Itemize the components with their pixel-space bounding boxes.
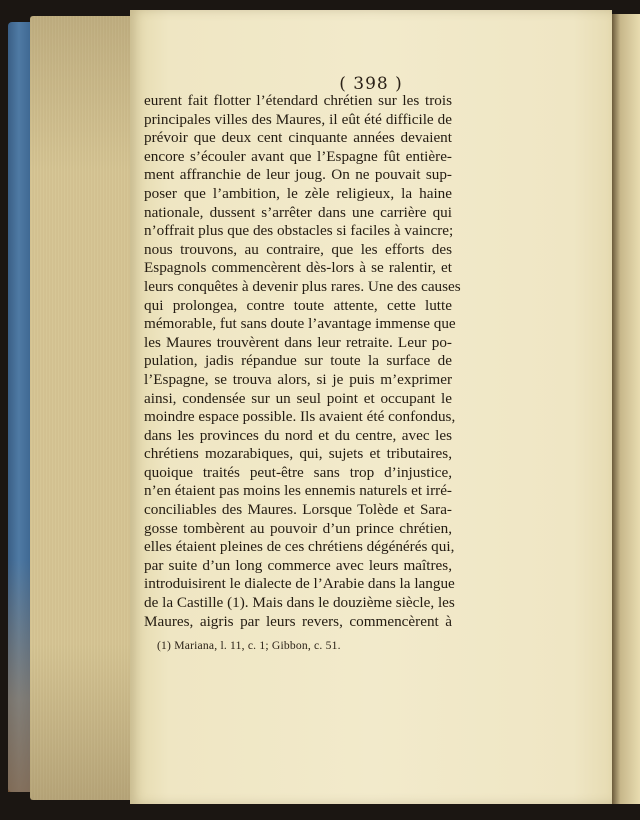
- footnote: (1) Mariana, l. 11, c. 1; Gibbon, c. 51.: [157, 639, 341, 652]
- body-line: poser que l’ambition, le zèle religieux, la haine: [144, 184, 452, 202]
- body-line: quoique traités peut-être sans trop d’injustice,: [144, 463, 452, 481]
- body-line: dans les provinces du nord et du centre, avec les: [144, 426, 452, 444]
- body-text: [144, 92, 461, 631]
- body-line: principales villes des Maures, il eût été difficile de: [144, 110, 452, 128]
- page-number: ( 398 ): [339, 74, 403, 94]
- body-line: l’Espagne, se trouva alors, si je puis m’exprimer: [144, 370, 452, 388]
- body-line: par suite d’un long commerce avec leurs maîtres,: [144, 556, 452, 574]
- body-line: nous trouvons, au contraire, que les efforts des: [144, 240, 452, 258]
- body-line: elles étaient pleines de ces chrétiens dégénérés qui,: [144, 538, 455, 556]
- spine-wear: [8, 560, 32, 792]
- body-line: Espagnols commencèrent dès-lors à se ralentir, et: [144, 259, 452, 277]
- body-line: n’offrait plus que des obstacles si faciles à vaincre;: [144, 222, 454, 240]
- page-edges-shade: [30, 16, 132, 800]
- facing-page-edge: [612, 14, 640, 804]
- body-line: prévoir que deux cent cinquante années devaient: [144, 129, 452, 147]
- body-line: Maures, aigris par leurs revers, commencèrent à: [144, 612, 452, 630]
- body-line: chrétiens mozarabiques, qui, sujets et tributaires,: [144, 445, 452, 463]
- body-line: les Maures trouvèrent dans leur retraite. Leur po-: [144, 333, 452, 351]
- body-line: pulation, jadis répandue sur toute la surface de: [144, 352, 452, 370]
- body-line: gosse tombèrent au pouvoir d’un prince chrétien,: [144, 519, 452, 537]
- body-line: de la Castille (1). Mais dans le douzième siècle, les: [144, 594, 455, 612]
- body-line: nationale, dussent s’arrêter dans une carrière qui: [144, 203, 452, 221]
- body-line: qui prolongea, contre toute attente, cette lutte: [144, 296, 452, 314]
- body-line: ment affranchie de leur joug. On ne pouvait sup-: [144, 166, 452, 184]
- body-line: mémorable, fut sans doute l’avantage immense que: [144, 315, 456, 333]
- body-line: leurs conquêtes à devenir plus rares. Une des causes: [144, 277, 461, 295]
- body-line: conciliables des Maures. Lorsque Tolède et Sara-: [144, 501, 452, 519]
- body-line: introduisirent le dialecte de l’Arabie dans la langue: [144, 575, 455, 593]
- body-line: moindre espace possible. Ils avaient été confondus,: [144, 408, 456, 426]
- body-line: encore s’écouler avant que l’Espagne fût entière-: [144, 147, 452, 165]
- body-line: eurent fait flotter l’étendard chrétien sur les trois: [144, 92, 452, 109]
- body-line: n’en étaient pas moins les ennemis naturels et irré-: [144, 482, 452, 500]
- body-line: ainsi, condensée sur un seul point et occupant le: [144, 389, 452, 407]
